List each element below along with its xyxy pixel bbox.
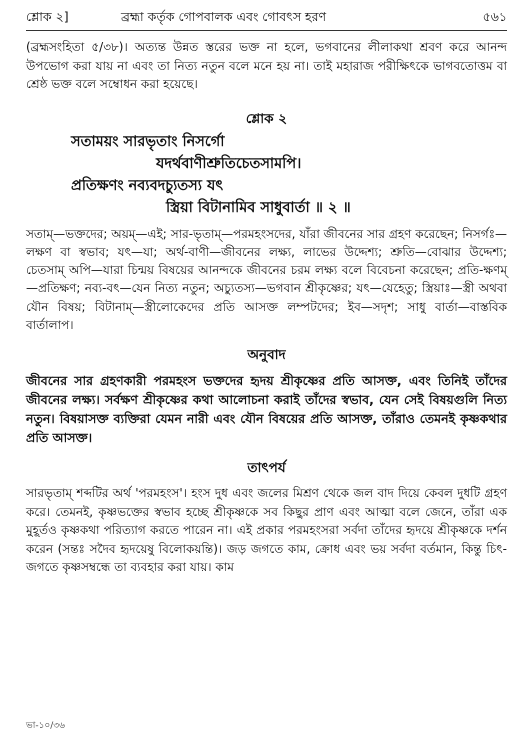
translation-heading: অনুবাদ — [247, 347, 286, 364]
verse-block — [26, 131, 507, 219]
intro-paragraph: (ব্রহ্মসংহিতা ৫/৩৮)। অত্যন্ত উন্নত স্তরের ভক্ত না হলে, ভগবানের লীলাকথা শ্রবণ করে আনন্দ উপভোগ করা যায় না এবং তা নিত্য নতুন বলে মনে হয় না। তাই মহারাজ পরীক্ষিৎকে ভাগবতোত্তম বা শ্রেষ্ঠ ভক্ত বলে সম্বোধন করা হয়েছে। — [26, 40, 507, 91]
synonyms-paragraph: সতাম্—ভক্তদের; অয়ম্—এই; সার-ভৃতাম্—পরমহংসদের, যাঁরা জীবনের সার গ্রহণ করেছেন; নিসর্গঃ—লক্ষণ বা স্বভাব; যৎ—যা; অর্থ-বাণী—জীবনের লক্ষ্য, লাভের উদ্দেশ্য; শ্রুতি—বোঝার উদ্দেশ্য; চেতসাম্ অপি—যারা চিন্ময় বিষয়ের আনন্দকে জীবনের চরম লক্ষ্য বলে বিবেচনা করেছেন; প্রতি-ক্ষণম্—প্রতিক্ষণ; নব্য-বৎ—যেন নিত্য নতুন; অচ্যুতস্য—ভগবান শ্রীকৃষ্ণের; যৎ—যেহেতু; স্ত্রিয়াঃ—স্ত্রী অথবা যৌন বিষয়; বিটানাম্—স্ত্রীলোকেদের প্রতি আসক্ত লম্পটদের; ইব—সদৃশ; সাধু বার্তা—বাস্তবিক বার্তালাপ। — [26, 226, 507, 332]
purport-paragraph: সারভৃতাম্ শব্দটির অর্থ 'পরমহংস'। হংস দুধ এবং জলের মিশ্রণ থেকে জল বাদ দিয়ে কেবল দুধটি গ্রহণ করে। তেমনই, কৃষ্ণভক্তের স্বভাব হচ্ছে শ্রীকৃষ্ণকে সব কিছুর প্রাণ এবং আত্মা বলে জেনে, তাঁরা এক মুহূর্তও কৃষ্ণকথা পরিত্যাগ করতে পারেন না। এই প্রকার পরমহংসরা সর্বদা তাঁদের হৃদয়ে শ্রীকৃষ্ণকে দর্শন করেন (সন্তঃ সদৈব হৃদয়েষু বিলোকয়ন্তি)। জড় জগতে কাম, ক্রোধ এবং ভয় সর্বদা বর্তমান, কিন্তু চিৎ-জগতে কৃষ্ণসম্বন্ধে তা ব্যবহার করা যায়। কাম — [26, 486, 507, 575]
verse-line: স্ত্রিয়া বিটানামিব সাধুবার্তা ॥ ২ ॥ — [166, 199, 351, 216]
footer-signature: ভা-১০/৩৬ — [26, 721, 65, 731]
running-header — [26, 0, 507, 30]
header-page-number: ৫৬১ — [482, 9, 507, 24]
translation-paragraph: জীবনের সার গ্রহণকারী পরমহংস ভক্তদের হৃদয় শ্রীকৃষ্ণের প্রতি আসক্ত, এবং তিনিই তাঁদের জীবনের লক্ষ্য। সর্বক্ষণ শ্রীকৃষ্ণের কথা আলোচনা করাই তাঁদের স্বভাব, যেন সেই বিষয়গুলি নিত্য নতুন। বিষয়াসক্ত ব্যক্তিরা যেমন নারী এবং যৌন বিষয়ের প্রতি আসক্ত, তাঁরাও তেমনই কৃষ্ণকথার প্রতি আসক্ত। — [26, 373, 507, 446]
header-verse-ref: শ্লোক ২] — [26, 9, 69, 24]
sloka-heading: শ্লোক ২ — [245, 110, 288, 127]
purport-heading: তাৎপর্য — [247, 460, 286, 477]
verse-line: প্রতিক্ষণং নব্যবদচ্যুতস্য যৎ — [71, 177, 224, 194]
verse-line: সতাময়ং সারভৃতাং নিসর্গো — [71, 133, 225, 150]
header-chapter-title: ব্রহ্মা কর্তৃক গোপবালক এবং গোবৎস হরণ — [121, 9, 327, 24]
header-rule — [26, 30, 507, 31]
verse-line: যদর্থবাণীশ্রুতিচেতসামপি। — [156, 155, 302, 172]
